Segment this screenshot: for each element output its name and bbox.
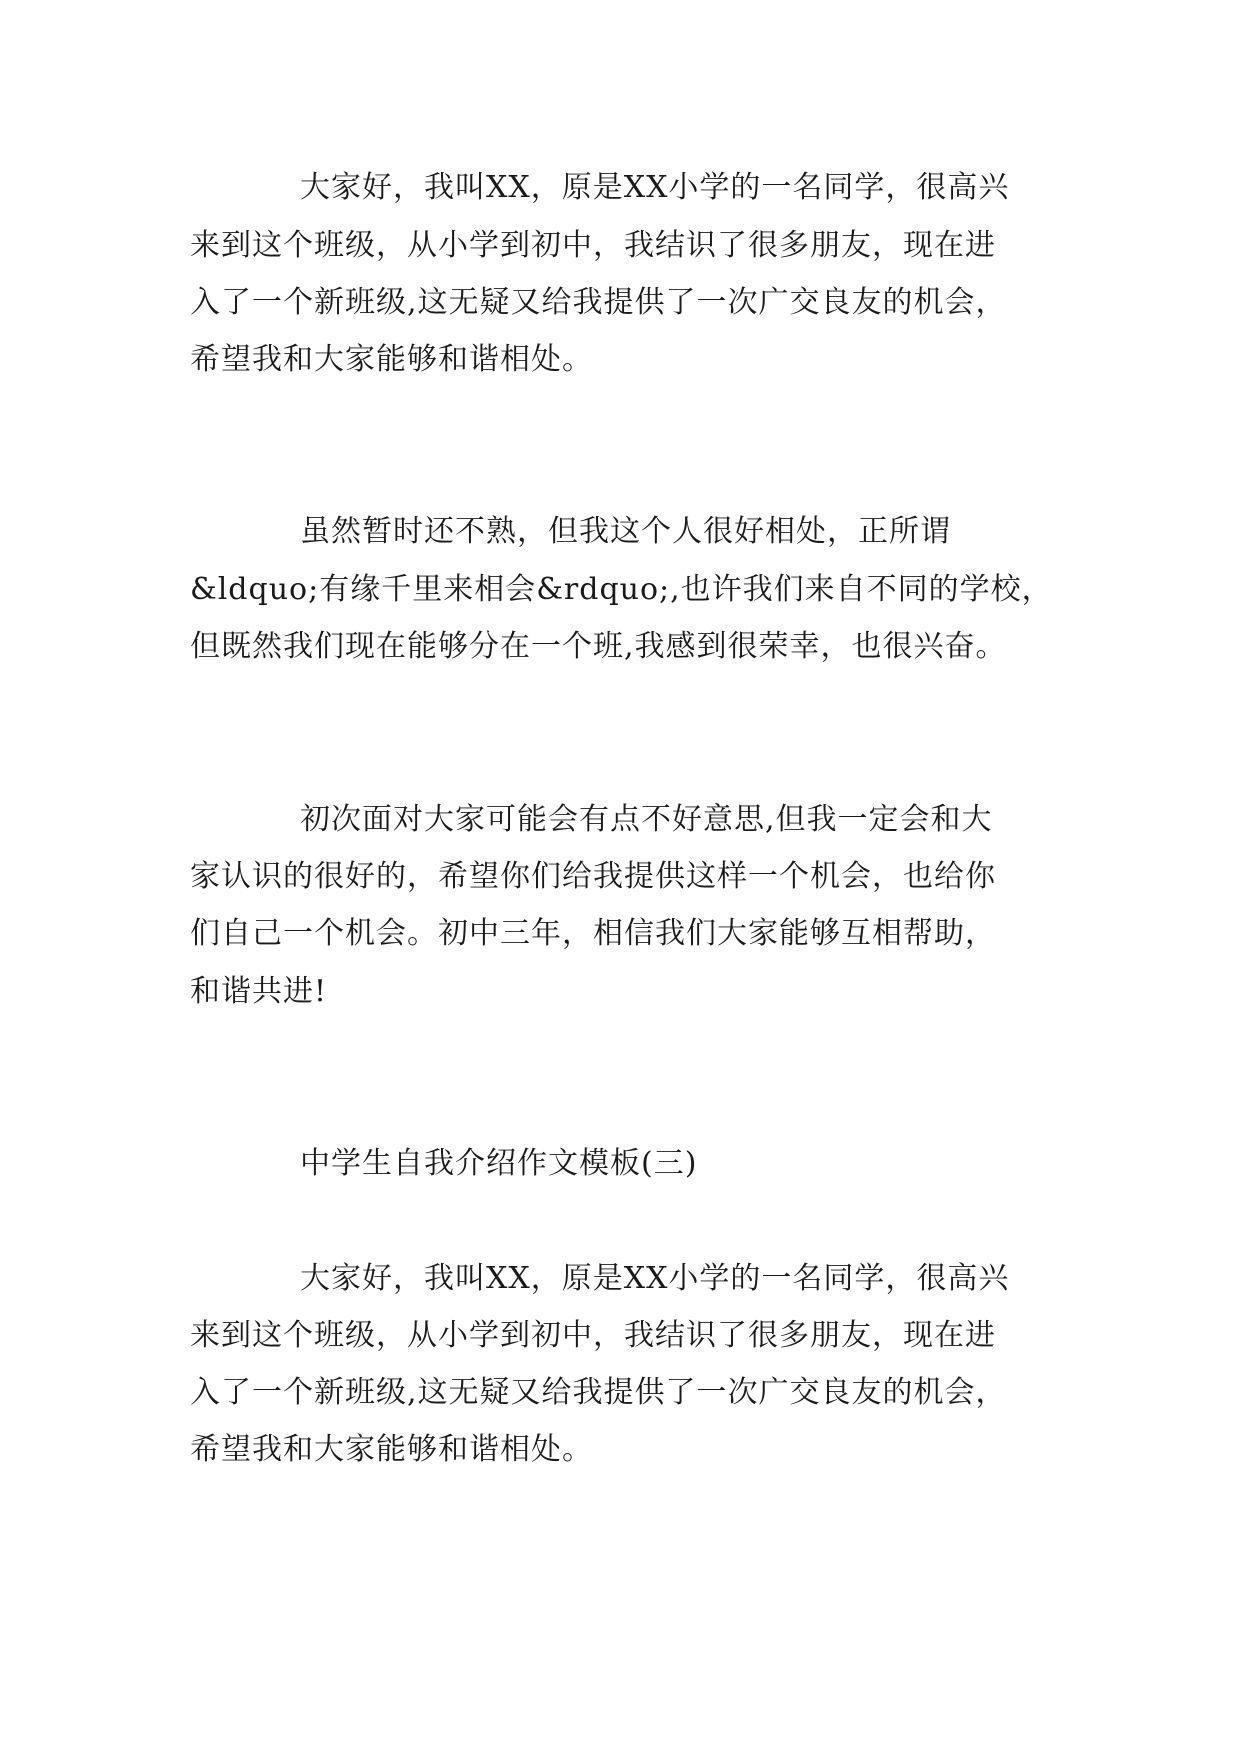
paragraph-line: 和谐共进!	[190, 974, 328, 1009]
paragraph-line: 希望我和大家能够和谐相处。	[190, 1432, 593, 1467]
paragraph-line: 虽然暂时还不熟，但我这个人很好相处，正所谓	[300, 514, 951, 549]
heading-line: 中学生自我介绍作文模板(三)	[300, 1146, 698, 1181]
paragraph-line: 来到这个班级，从小学到初中，我结识了很多朋友，现在进	[190, 228, 996, 263]
paragraph-line: 大家好，我叫XX，原是XX小学的一名同学，很高兴	[300, 170, 1010, 205]
paragraph-line: 家认识的很好的，希望你们给我提供这样一个机会，也给你	[190, 859, 996, 894]
paragraph-line: 来到这个班级，从小学到初中，我结识了很多朋友，现在进	[190, 1318, 996, 1353]
paragraph-line: 大家好，我叫XX，原是XX小学的一名同学，很高兴	[300, 1261, 1010, 1296]
paragraph-line: 入了一个新班级,这无疑又给我提供了一次广交良友的机会，	[190, 285, 1007, 320]
paragraph-line: 们自己一个机会。初中三年，相信我们大家能够互相帮助，	[190, 916, 996, 951]
paragraph-line: 希望我和大家能够和谐相处。	[190, 342, 593, 377]
paragraph-line: 但既然我们现在能够分在一个班,我感到很荣幸，也很兴奋。	[190, 629, 1007, 664]
paragraph-line: 入了一个新班级,这无疑又给我提供了一次广交良友的机会，	[190, 1375, 1007, 1410]
paragraph-line: &ldquo;有缘千里来相会&rdquo;,也许我们来自不同的学校，	[190, 572, 1053, 607]
paragraph-line: 初次面对大家可能会有点不好意思,但我一定会和大	[300, 802, 993, 837]
